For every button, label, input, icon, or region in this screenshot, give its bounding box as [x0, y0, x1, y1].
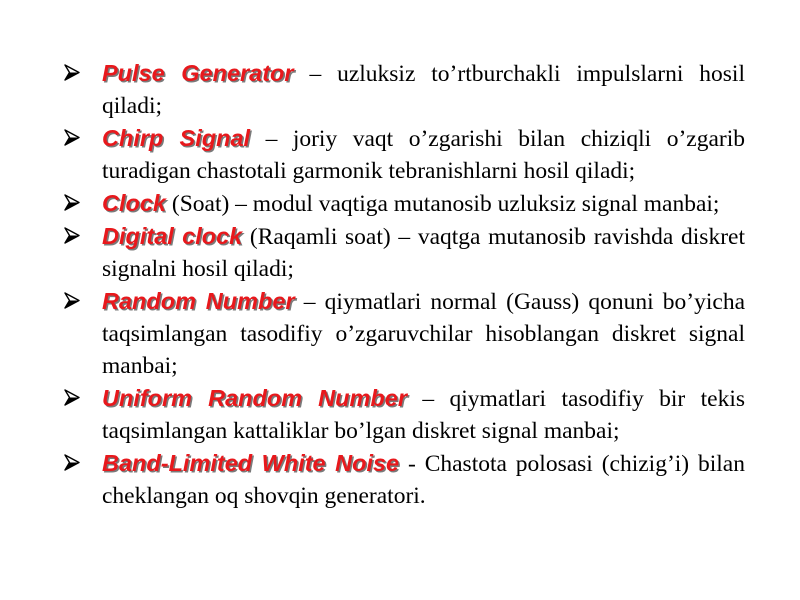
term-description: – qiymatlari normal (Gauss) qonuni bo’yicha taqsimlangan tasodifiy o’zgaruvchilar hisoblangan diskret signal manbai;	[102, 289, 746, 379]
term-label: Pulse Generator	[102, 60, 294, 86]
term-label: Uniform Random Number	[102, 385, 407, 411]
arrowhead-bullet-icon	[62, 447, 86, 479]
term-label: Clock	[102, 190, 166, 216]
term-description: - Chastota polosasi (chizig’i) bilan cheklangan oq shovqin generatori.	[102, 451, 745, 509]
list-item	[62, 285, 745, 382]
arrowhead-bullet-icon	[62, 122, 86, 154]
term-description: – joriy vaqt o’zgarishi bilan chiziqli o’zgarib turadigan chastotali garmonik tebranishlarni hosil qiladi;	[102, 126, 745, 184]
bullet-list	[62, 57, 745, 512]
arrowhead-bullet-icon	[62, 220, 86, 252]
arrowhead-bullet-icon	[62, 382, 86, 414]
list-item	[62, 382, 745, 447]
term-description: – qiymatlari tasodifiy bir tekis taqsimlangan kattaliklar bo’lgan diskret signal manbai;	[102, 386, 745, 444]
term-description: (Raqamli soat) – vaqtga mutanosib ravishda diskret signalni hosil qiladi;	[102, 224, 745, 282]
term-label: Chirp Signal	[102, 125, 251, 151]
list-item	[62, 220, 745, 285]
arrowhead-bullet-icon	[62, 57, 86, 89]
term-description: – uzluksiz to’rtburchakli impulslarni hosil qiladi;	[102, 61, 745, 119]
term-label: Random Number	[102, 288, 295, 314]
term-description: (Soat) – modul vaqtiga mutanosib uzluksiz signal manbai;	[166, 191, 720, 217]
term-label: Digital clock	[102, 223, 243, 249]
arrowhead-bullet-icon	[62, 187, 86, 219]
term-label: Band-Limited White Noise	[102, 450, 400, 476]
arrowhead-bullet-icon	[62, 285, 86, 317]
list-item	[62, 122, 745, 187]
list-item	[62, 187, 745, 220]
list-item	[62, 57, 745, 122]
list-item	[62, 447, 745, 512]
